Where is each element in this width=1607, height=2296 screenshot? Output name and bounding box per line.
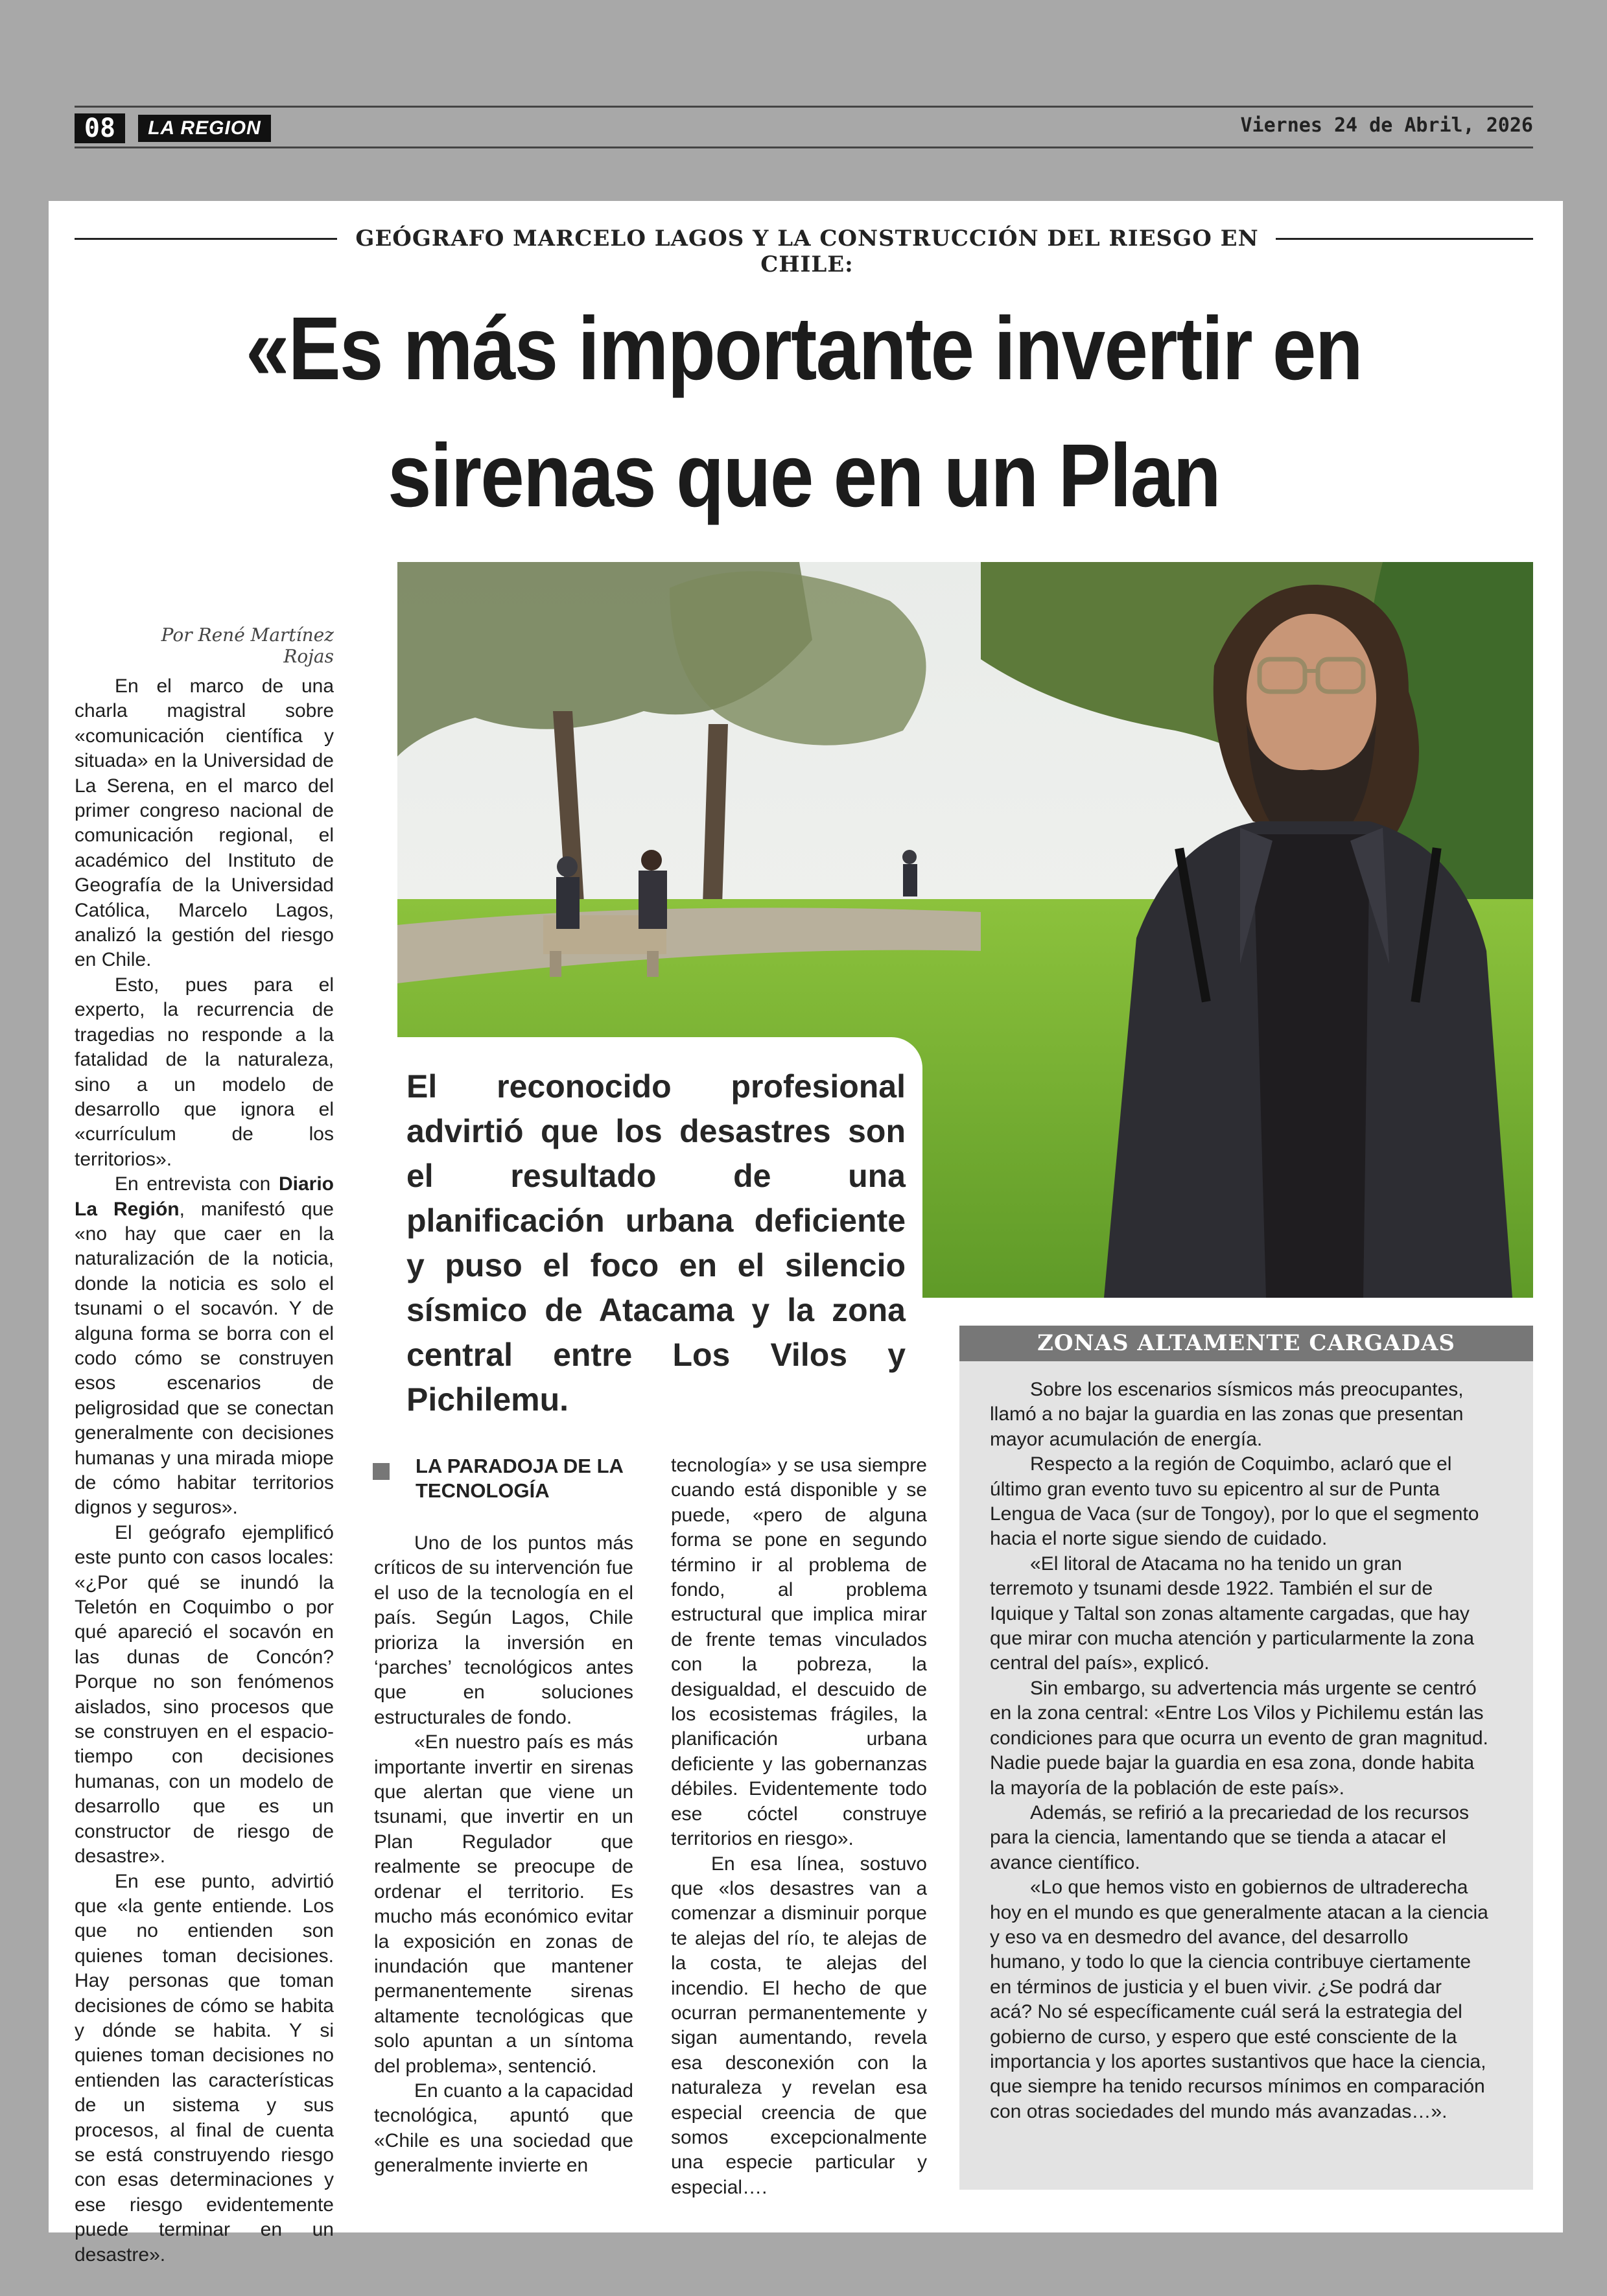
- column-1: [75, 674, 334, 2267]
- paragraph: En ese punto, advirtió que «la gente entiende. Los que no entienden son quienes toman decisiones. Hay personas que toman decisiones de cómo se habita y dónde se habita. Y si quienes toman decisiones no entienden las características de un sistema y sus procesos, al final de cuenta se está construyendo riesgo con esas determinaciones y ese riesgo evidentemente puede terminar en un desastre».: [75, 1870, 334, 2266]
- column-3: [671, 1453, 927, 2200]
- column-2: [374, 1531, 633, 2179]
- sidebar-paragraph: Respecto a la región de Coquimbo, aclaró que el último gran evento tuvo su epicentro al sur de Punta Lengua de Vaca (sur de Tongoy), por lo que el segmento hacia el norte sigue siendo de cuidado.: [990, 1453, 1479, 1550]
- sidebar-paragraph: «Lo que hemos visto en gobiernos de ultraderecha hoy en el mundo es que generalmente atacan a la ciencia y eso va en desmedro del avance, del desarrollo humano, y todo lo que la ciencia contribuye ciertamente en términos de justicia y el buen vivir. ¿Se podrá dar acá? No sé específicamente cuál será la estrategia del gobierno de curso, y espero que esté consciente de la importancia y los aportes sustantivos que hace la ciencia, que siempre ha tenido recursos mínimos en comparación con otras sociedades del mundo más avanzadas…».: [990, 1877, 1488, 2122]
- header-rule-top: [75, 106, 1533, 108]
- kicker-rule-left: [75, 238, 337, 240]
- masthead-logo: LA REGION: [138, 115, 271, 142]
- newspaper-name: Diario La Región: [75, 1173, 334, 1220]
- paragraph-lead: En entrevista con: [115, 1173, 279, 1195]
- paragraph: tecnología» y se usa siempre cuando está disponible y se puede, «pero de alguna forma se pone en segundo término ir al problema de fondo, al problema estructural que implica mirar de frente temas vinculados con la pobreza, la desigualdad, el descuido de los ecosistemas frágiles, la planificación urbana deficiente y las gobernanzas débiles. Evidentemente todo ese cóctel construye territorios en riesgo».: [671, 1455, 927, 1850]
- sidebar-paragraph: Además, se refirió a la precariedad de los recursos para la ciencia, lamentando que se tienda a atacar el avance científico.: [990, 1801, 1469, 1873]
- sidebar-paragraph: «El litoral de Atacama no ha tenido un gran terremoto y tsunami desde 1922. También el sur de Iquique y Taltal son zonas altamente cargadas, que hay que mirar con mucha atención y particularmente la zona central del país», explicó.: [990, 1552, 1475, 1674]
- paragraph: Uno de los puntos más críticos de su intervención fue el uso de la tecnología en el país. Según Lagos, Chile prioriza la inversión en ‘parches’ tecnológicos antes que en soluciones estructurales de fondo.: [374, 1532, 633, 1728]
- paragraph-rest: , manifestó que «no hay que caer en la naturalización de la noticia, donde la noticia es solo el tsunami o el socavón. Y de alguna forma se borra con el codo cómo se construyen esos escenarios de peligrosidad que se conectan generalmente con decisiones humanas y una mirada miope de cómo habitar territorios dignos y seguros».: [75, 1198, 334, 1519]
- paragraph: En esa línea, sostuvo que «los desastres van a comenzar a disminuir porque te alejas del río, te alejas de la costa, te alejas del incendio. El hecho de que ocurran permanentemente y sigan aumentando, revela esa desconexión con la naturaleza y revelan esa especial creencia de que somos excepcionalmente una especie particular y especial….: [671, 1853, 927, 2198]
- headline-line-1: «Es más importante invertir en: [245, 299, 1363, 399]
- paragraph: El geógrafo ejemplificó este punto con casos locales: «¿Por qué se inundó la Teletón en Coquimbo o por qué apareció el socavón en las dunas de Concón? Porque no son fenómenos aislados, sino procesos que se construyen en el espacio-tiempo con decisiones humanas, con un modelo de desarrollo que es un constructor de riesgo de desastre».: [75, 1521, 334, 1868]
- sidebar-text: [990, 1377, 1489, 2124]
- headline-line-2: sirenas que en un Plan: [387, 426, 1221, 526]
- paragraph: En el marco de una charla magistral sobre «comunicación científica y situada» en la Universidad de La Serena, en el marco del primer congreso nacional de comunicación regional, el académico del Instituto de Geografía de la Universidad Católica, Marcelo Lagos, analizó la gestión del riesgo en Chile.: [75, 675, 334, 971]
- subhead-square-icon: [373, 1463, 390, 1480]
- paragraph: «En nuestro país es más importante invertir en sirenas que alertan que viene un tsunami, que invertir en un Plan Regulador que realmente se preocupe de ordenar el territorio. Es mucho más económico evitar la exposición en zonas de inundación que mantener permanentemente sirenas altamente tecnológicas que solo apuntan a un síntoma del problema», sentenció.: [374, 1731, 633, 2077]
- article-deck: El reconocido profesional advirtió que los desastres son el resultado de una planificación urbana deficiente y puso el foco en el silencio sísmico de Atacama y la zona central entre Los Vilos y Pichilemu.: [397, 1037, 922, 1342]
- sidebar-paragraph: Sin embargo, su advertencia más urgente se centró en la zona central: «Entre Los Vilos y Pichilemu están las condiciones para que ocurra un evento de gran magnitud. Nadie puede bajar la guardia en esa zona, donde habita la mayoría de la población de este país».: [990, 1677, 1488, 1799]
- page-number: 08: [75, 113, 125, 143]
- kicker-rule-right: [1276, 238, 1533, 240]
- subhead: LA PARADOJA DE LA TECNOLOGÍA: [416, 1455, 623, 1502]
- sidebar-paragraph: Sobre los escenarios sísmicos más preocupantes, llamó a no bajar la guardia en las zonas que presentan mayor acumulación de energía.: [990, 1379, 1464, 1450]
- header-rule-bottom: [75, 146, 1533, 148]
- issue-date: Viernes 24 de Abril, 2026: [1240, 114, 1533, 137]
- byline: Por René Martínez Rojas: [161, 624, 334, 667]
- sidebar-title: ZONAS ALTAMENTE CARGADAS: [959, 1326, 1533, 1361]
- paragraph: En cuanto a la capacidad tecnológica, apuntó que «Chile es una sociedad que generalmente invierte en: [374, 2079, 633, 2177]
- paragraph: Esto, pues para el experto, la recurrencia de tragedias no responde a la fatalidad de la naturaleza, sino a un modelo de desarrollo que ignora el «currículum de los territorios».: [75, 974, 334, 1170]
- paragraph: [75, 1172, 334, 1521]
- kicker: GEÓGRAFO MARCELO LAGOS Y LA CONSTRUCCIÓN DEL RIESGO EN CHILE:: [355, 226, 1259, 277]
